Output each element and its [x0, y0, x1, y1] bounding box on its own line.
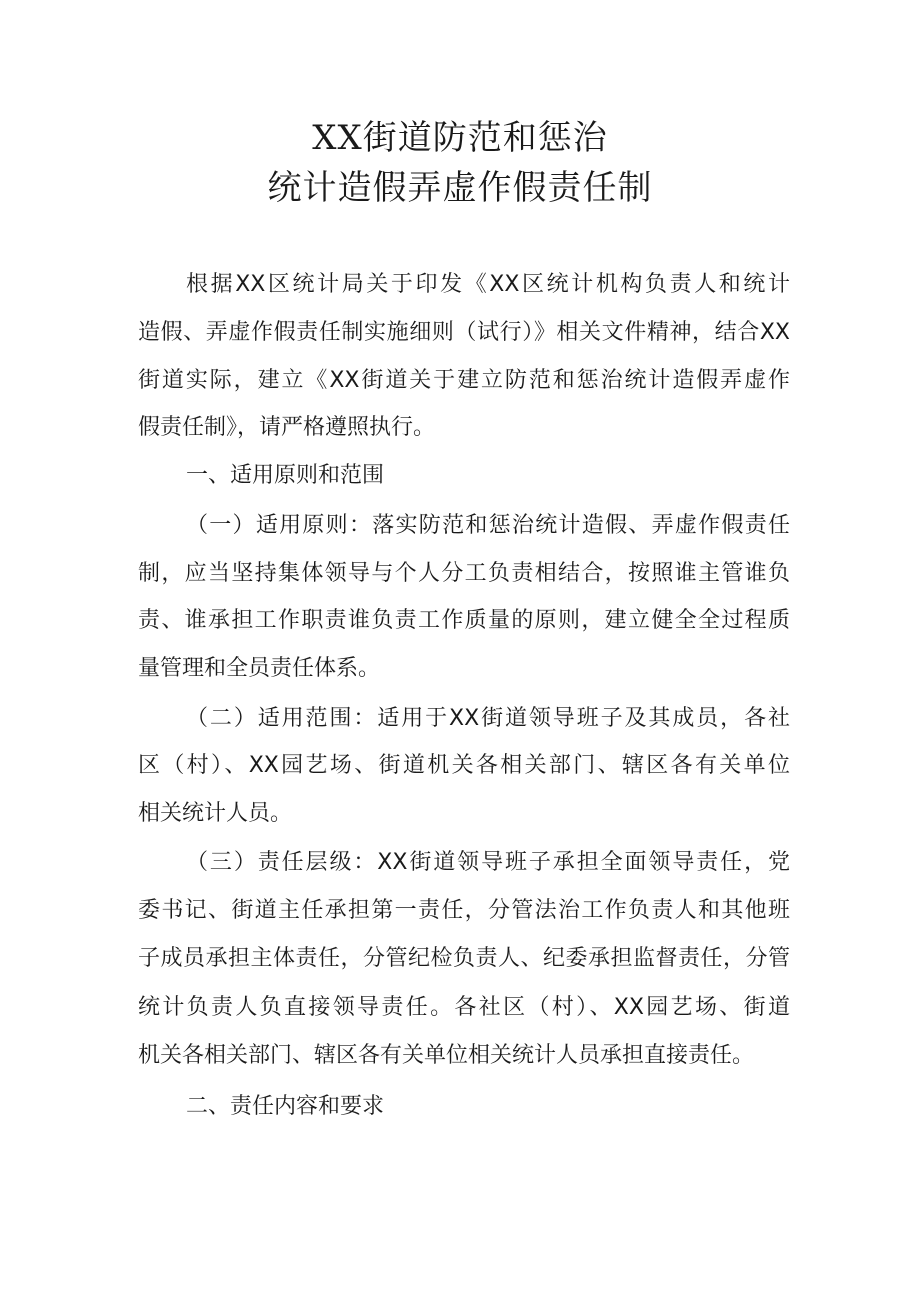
body-line: （二）适用范围：适用于XX街道领导班子及其成员，各社: [186, 706, 790, 731]
body-line: 量管理和全员责任体系。: [138, 656, 381, 681]
body-line: （三）责任层级：XX街道领导班子承担全面领导责任，党: [186, 850, 790, 875]
body-line: 制，应当坚持集体领导与个人分工负责相结合，按照谁主管谁负: [138, 561, 790, 586]
body-line: 子成员承担主体责任，分管纪检负责人、纪委承担监督责任，分管: [138, 946, 790, 971]
body-line: 责、谁承担工作职责谁负责工作质量的原则，建立健全全过程质: [138, 608, 790, 633]
section-heading-1: 一、适用原则和范围: [186, 463, 385, 488]
body-line: 造假、弄虚作假责任制实施细则（试行）》相关文件精神，结合XX: [138, 320, 790, 345]
body-line: 根据XX区统计局关于印发《XX区统计机构负责人和统计: [186, 272, 790, 297]
section-heading-2: 二、责任内容和要求: [186, 1094, 385, 1119]
body-line: （一）适用原则：落实防范和惩治统计造假、弄虚作假责任: [186, 513, 790, 538]
document-title-line2: 统计造假弄虚作假责任制: [267, 168, 653, 208]
body-line: 相关统计人员。: [138, 801, 293, 826]
body-line: 街道实际，建立《XX街道关于建立防范和惩治统计造假弄虚作: [138, 368, 790, 393]
body-line: 委书记、街道主任承担第一责任，分管法治工作负责人和其他班: [138, 898, 790, 923]
body-line: 机关各相关部门、辖区各有关单位相关统计人员承担直接责任。: [138, 1043, 755, 1068]
body-line: 区（村）、XX园艺场、街道机关各相关部门、辖区各有关单位: [138, 753, 790, 778]
body-line: 统计负责人负直接领导责任。各社区（村）、XX园艺场、街道: [138, 995, 790, 1020]
document-title-line1: XX街道防范和惩治: [312, 118, 608, 158]
body-line: 假责任制》，请严格遵照执行。: [138, 415, 436, 440]
